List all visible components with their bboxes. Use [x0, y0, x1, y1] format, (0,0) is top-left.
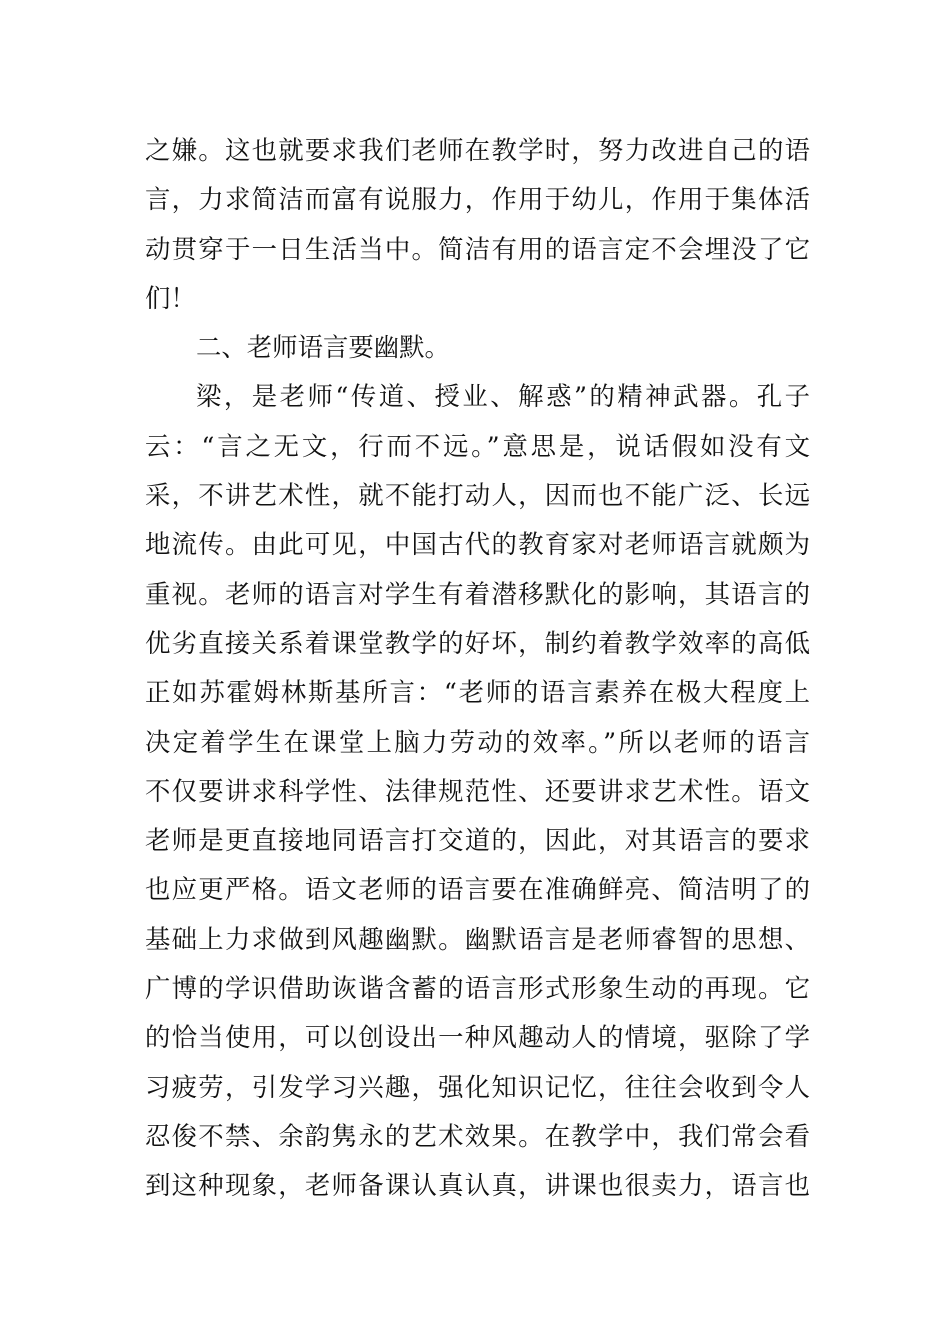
text-line: 动贯穿于一日生活当中。简洁有用的语言定不会埋没了它 — [145, 233, 810, 264]
text-line: 老师是更直接地同语言打交道的，因此，对其语言的要求 — [145, 825, 810, 856]
text-line: 言，力求简洁而富有说服力，作用于幼儿，作用于集体活 — [145, 184, 810, 215]
text-line: 忍俊不禁、余韵隽永的艺术效果。在教学中，我们常会看 — [145, 1120, 810, 1151]
text-line: 基础上力求做到风趣幽默。幽默语言是老师睿智的思想、 — [145, 923, 810, 954]
text-line: 的恰当使用，可以创设出一种风趣动人的情境，驱除了学 — [145, 1022, 810, 1053]
text-line: 云：“言之无文，行而不远。”意思是，说话假如没有文 — [145, 430, 810, 461]
body-text — [145, 126, 810, 1211]
section-heading: 二、老师语言要幽默。 — [196, 332, 450, 363]
text-line: 到这种现象，老师备课认真认真，讲课也很卖力，语言也 — [145, 1170, 810, 1201]
text-line: 重视。老师的语言对学生有着潜移默化的影响，其语言的 — [145, 578, 810, 609]
text-line: 不仅要讲求科学性、法律规范性、还要讲求艺术性。语文 — [145, 775, 810, 806]
text-line: 地流传。由此可见，中国古代的教育家对老师语言就颇为 — [145, 529, 810, 560]
text-line: 之嫌。这也就要求我们老师在教学时，努力改进自己的语 — [145, 135, 810, 165]
text-line: 们！ — [145, 282, 196, 313]
text-line: 习疲劳，引发学习兴趣，强化知识记忆，往往会收到令人 — [145, 1071, 810, 1102]
text-line: 决定着学生在课堂上脑力劳动的效率。”所以老师的语言 — [145, 726, 810, 757]
text-line: 优劣直接关系着课堂教学的好坏，制约着教学效率的高低 — [145, 627, 810, 658]
text-line: 正如苏霍姆林斯基所言：“老师的语言素养在极大程度上 — [145, 677, 810, 708]
text-line: 采，不讲艺术性，就不能打动人，因而也不能广泛、长远 — [145, 480, 810, 511]
text-line: 梁，是老师“传道、授业、解惑”的精神武器。孔子 — [196, 381, 810, 412]
text-line: 广博的学识借助诙谐含蓄的语言形式形象生动的再现。它 — [145, 973, 810, 1004]
text-line: 也应更严格。语文老师的语言要在准确鲜亮、简洁明了的 — [145, 874, 810, 905]
